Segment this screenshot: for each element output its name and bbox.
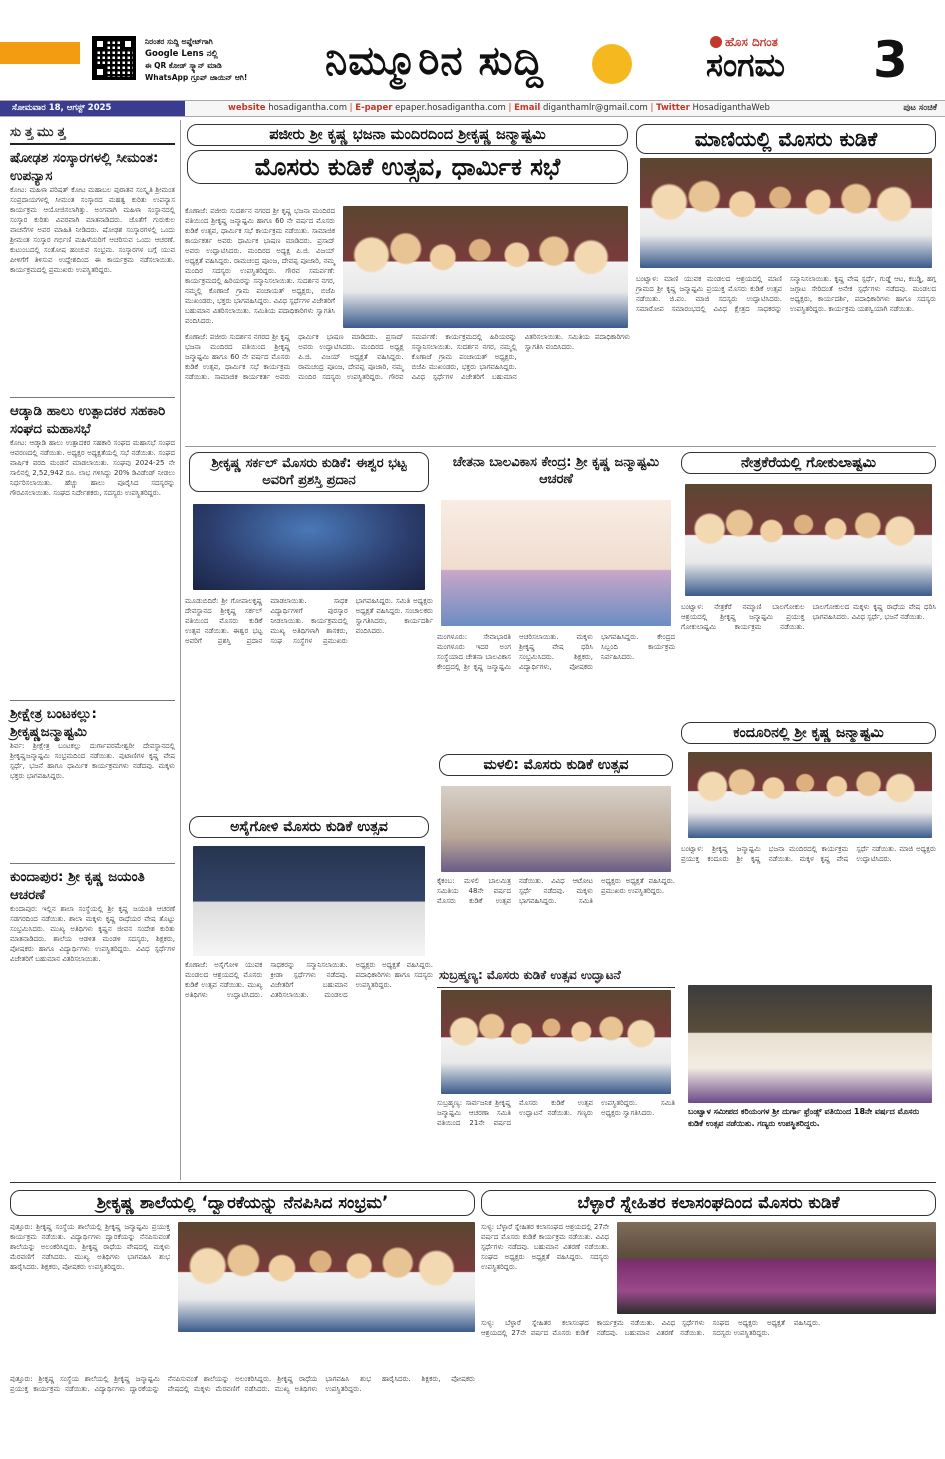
twitter-link[interactable]: HosadiganthaWeb bbox=[692, 103, 770, 113]
article-headline: ಶ್ರೀಕೃಷ್ಣ ಸರ್ಕಲ್ ಮೊಸರು ಕುಡಿಕೆ: ಈಶ್ವರ ಭಟ್ಟ ಅವರಿಗೆ ಪ್ರಶಸ್ತಿ ಪ್ರದಾನ bbox=[189, 452, 429, 492]
article-headline: ನೇತ್ರಕೆರೆಯಲ್ಲಿ ಗೋಕುಲಾಷ್ಟಮಿ bbox=[681, 452, 936, 474]
masthead bbox=[0, 0, 945, 100]
mani-article bbox=[636, 120, 936, 442]
lead-body-intro: ಕೊಣಾಜೆ: ಪಜೀರು ಸುದರ್ಶನ ನಗರದ ಶ್ರೀ ಕೃಷ್ಣ ಭಜನಾ ಮಂದಿರದ ವತಿಯಿಂದ ಶ್ರೀಕೃಷ್ಣ ಜನ್ಮಾಷ್ಟಮಿ ಹಾಗೂ 60 ನೇ ವರ್ಷದ ಮೊಸರು ಕುಡಿಕೆ ಉತ್ಸವ, ಧಾರ್ಮಿಕ ಸಭೆ ಕಾರ್ಯಕ್ರಮ ನಡೆಯಿತು. ಸಾಮಾಜಿಕ ಕಾರ್ಯಕರ್ತ ಅವರು ಧಾರ್ಮಿಕ ಭಾಷಣ ಮಾಡಿದರು. ಪ್ರಸಾದ್ ಅವರು ಉದ್ಘಾಟಿಸಿದರು. ಮಂದಿರದ ಅಧ್ಯಕ್ಷ ಪಿ.ಜಿ. ವಿಜಯ್ ಅಧ್ಯಕ್ಷತೆ ವಹಿಸಿದ್ದರು. ರಾಮಚಂದ್ರ ಪೂಂಜ, ದೇವಪ್ಪ ಪೂಜಾರಿ, ನಮ್ಮ ಮಂದಿರ ಸದಸ್ಯರು ಉಪಸ್ಥಿತರಿದ್ದರು. ಗೌರವ ಸಮರ್ಪಣೆ: ಕಾರ್ಯಕ್ರಮದಲ್ಲಿ ಹಿರಿಯರನ್ನು ಸನ್ಮಾನಿಸಲಾಯಿತು. ಸುದರ್ಶನ ನಗರ, ನಮ್ಮಲ್ಲಿ ಕೊಣಾಜೆ ಗ್ರಾಮ ಪಂಚಾಯತ್ ಅಧ್ಯಕ್ಷರು, ಬಿಜೆಪಿ ಮುಖಂಡರು, ಭಕ್ತರು ಭಾಗವಹಿಸಿದ್ದರು. ವಿವಿಧ ಸ್ಪರ್ಧೆಗಳ ವಿಜೇತರಿಗೆ ಬಹುಮಾನ ವಿತರಿಸಲಾಯಿತು. ಸಮಿತಿಯ ಪದಾಧಿಕಾರಿಗಳು ಸ್ವಾಗತಿಸಿ ವಂದಿಸಿದರು. bbox=[185, 207, 335, 325]
issue-date: ಸೋಮವಾರ 18, ಆಗಸ್ಟ್ 2025 bbox=[0, 101, 185, 116]
article-body: ಕುಂದಾಪುರ: ಇಲ್ಲಿನ ಶಾಲಾ ಸಂಸ್ಥೆಯಲ್ಲಿ ಶ್ರೀ ಕೃಷ್ಣ ಜಯಂತಿ ಆಚರಣೆ ಸಡಗರದಿಂದ ನಡೆಯಿತು. ಶಾಲಾ ಮಕ್ಕಳು ಕೃಷ್ಣ ರಾಧೆಯರ ವೇಷ ತೊಟ್ಟು ಸಂಭ್ರಮಿಸಿದರು. ಮುಖ್ಯ ಅತಿಥಿಗಳು ಕೃಷ್ಣನ ಜೀವನ ಸಂದೇಶ ಕುರಿತು ಮಾತನಾಡಿದರು. ಶಾಲೆಯ ಆಡಳಿತ ಮಂಡಳಿ ಸದಸ್ಯರು, ಶಿಕ್ಷಕರು, ಪೋಷಕರು ಹಾಗೂ ವಿದ್ಯಾರ್ಥಿಗಳು ಉಪಸ್ಥಿತರಿದ್ದರು. ವಿವಿಧ ಸ್ಪರ್ಧೆಗಳ ವಿಜೇತರಿಗೆ ಬಹುಮಾನ ವಿತರಿಸಲಾಯಿತು. bbox=[10, 905, 175, 963]
qr-promo-text bbox=[145, 36, 305, 84]
article-body: ಮೂಡುಬಿದಿರೆ: ಶ್ರೀ ಗೋಪಾಲಕೃಷ್ಣ ದೇವಸ್ಥಾನದ ಶ್ರೀಕೃಷ್ಣ ಸರ್ಕಲ್ ವತಿಯಿಂದ ಮೊಸರು ಕುಡಿಕೆ ಉತ್ಸವ ನಡೆಯಿತು. ಈಶ್ವರ ಭಟ್ಟ ಅವರಿಗೆ ಪ್ರಶಸ್ತಿ ಪ್ರದಾನ ಮಾಡಲಾಯಿತು. ಸಾಧಕ ವಿದ್ಯಾರ್ಥಿಗಳಿಗೆ ಪುರಸ್ಕಾರ ನೀಡಲಾಯಿತು. ಕಾರ್ಯಕ್ರಮದಲ್ಲಿ ಮುಖ್ಯ ಅತಿಥಿಗಳಾಗಿ ಶಾಸಕರು, ಸಂಘ ಸಂಸ್ಥೆಗಳ ಪ್ರಮುಖರು ಭಾಗವಹಿಸಿದ್ದರು. ಸಮಿತಿ ಅಧ್ಯಕ್ಷರು ಅಧ್ಯಕ್ಷತೆ ವಹಿಸಿದ್ದರು. ಸಂಚಾಲಕರು ಸ್ವಾಗತಿಸಿದರು, ಕಾರ್ಯದರ್ಶಿ ವಂದಿಸಿದರು. bbox=[185, 597, 433, 645]
article-headline: ಸುಬ್ರಹ್ಮಣ್ಯ: ಮೊಸರು ಕುಡಿಕೆ ಉತ್ಸವ ಉದ್ಘಾಟನೆ bbox=[437, 966, 675, 988]
article-headline: ಬೆಳ್ಳಾರೆ ಸ್ನೇಹಿತರ ಕಲಾಸಂಘದಿಂದ ಮೊಸರು ಕುಡಿಕೆ bbox=[481, 1190, 936, 1216]
article-headline: ಕುಂದಾಪುರ: ಶ್ರೀ ಕೃಷ್ಣ ಜಯಂತಿ ಆಚರಣೆ bbox=[10, 869, 145, 903]
article-photo bbox=[193, 504, 425, 590]
info-bar bbox=[0, 100, 945, 117]
article-body: ಶಿರ್ವ: ಶ್ರೀಕ್ಷೇತ್ರ ಬಂಟಕಲ್ಲು ದುರ್ಗಾಪರಮೇಶ್ವರೀ ದೇವಸ್ಥಾನದಲ್ಲಿ ಶ್ರೀಕೃಷ್ಣಜನ್ಮಾಷ್ಟಮಿ ಸಂಭ್ರಮದಿಂದ ನಡೆಯಿತು. ಪುಟಾಣಿಗಳ ಕೃಷ್ಣ ವೇಷ ಸ್ಪರ್ಧೆ, ಭಜನೆ ಹಾಗೂ ಧಾರ್ಮಿಕ ಕಾರ್ಯಕ್ರಮಗಳು ನಡೆದವು. ಮಕ್ಕಳು ಭಕ್ತರು ಭಾಗವಹಿಸಿದ್ದರು. bbox=[10, 742, 175, 780]
article-headline: ಚೇತನಾ ಬಾಲವಿಕಾಸ ಕೇಂದ್ರ: ಶ್ರೀ ಕೃಷ್ಣ ಜನ್ಮಾಷ್ಟಮಿ ಆಚರಣೆ bbox=[452, 455, 660, 487]
page-number: 3 bbox=[873, 31, 908, 89]
orange-accent-bar bbox=[0, 42, 80, 64]
email-link[interactable]: diganthamlr@gmail.com bbox=[543, 103, 648, 113]
sun-logo-icon bbox=[592, 44, 632, 84]
article-photo bbox=[441, 786, 671, 872]
article-photo bbox=[178, 1222, 475, 1332]
lead-body: ಕೊಣಾಜೆ: ಪಜೀರು ಸುದರ್ಶನ ನಗರದ ಶ್ರೀ ಕೃಷ್ಣ ಭಜನಾ ಮಂದಿರದ ವತಿಯಿಂದ ಶ್ರೀಕೃಷ್ಣ ಜನ್ಮಾಷ್ಟಮಿ ಹಾಗೂ 60 ನೇ ವರ್ಷದ ಮೊಸರು ಕುಡಿಕೆ ಉತ್ಸವ, ಧಾರ್ಮಿಕ ಸಭೆ ಕಾರ್ಯಕ್ರಮ ನಡೆಯಿತು. ಸಾಮಾಜಿಕ ಕಾರ್ಯಕರ್ತ ಅವರು ಧಾರ್ಮಿಕ ಭಾಷಣ ಮಾಡಿದರು. ಪ್ರಸಾದ್ ಅವರು ಉದ್ಘಾಟಿಸಿದರು. ಮಂದಿರದ ಅಧ್ಯಕ್ಷ ಪಿ.ಜಿ. ವಿಜಯ್ ಅಧ್ಯಕ್ಷತೆ ವಹಿಸಿದ್ದರು. ರಾಮಚಂದ್ರ ಪೂಂಜ, ದೇವಪ್ಪ ಪೂಜಾರಿ, ನಮ್ಮ ಮಂದಿರ ಸದಸ್ಯರು ಉಪಸ್ಥಿತರಿದ್ದರು. ಗೌರವ ಸಮರ್ಪಣೆ: ಕಾರ್ಯಕ್ರಮದಲ್ಲಿ ಹಿರಿಯರನ್ನು ಸನ್ಮಾನಿಸಲಾಯಿತು. ಸುದರ್ಶನ ನಗರ, ನಮ್ಮಲ್ಲಿ ಕೊಣಾಜೆ ಗ್ರಾಮ ಪಂಚಾಯತ್ ಅಧ್ಯಕ್ಷರು, ಬಿಜೆಪಿ ಮುಖಂಡರು, ಭಕ್ತರು ಭಾಗವಹಿಸಿದ್ದರು. ವಿವಿಧ ಸ್ಪರ್ಧೆಗಳ ವಿಜೇತರಿಗೆ ಬಹುಮಾನ ವಿತರಿಸಲಾಯಿತು. ಸಮಿತಿಯ ಪದಾಧಿಕಾರಿಗಳು ಸ್ವಾಗತಿಸಿ ವಂದಿಸಿದರು. bbox=[185, 333, 630, 381]
website-link[interactable]: hosadigantha.com bbox=[268, 103, 347, 113]
section-name: ಸಂಗಮ bbox=[706, 46, 785, 84]
karimangala-photo bbox=[688, 985, 932, 1103]
article-photo bbox=[640, 158, 932, 268]
article-body-intro: ಪುತ್ತೂರು: ಶ್ರೀಕೃಷ್ಣ ಸಂಸ್ಥೆಯ ಶಾಲೆಯಲ್ಲಿ ಶ್ರೀಕೃಷ್ಣ ಜನ್ಮಾಷ್ಟಮಿ ಪ್ರಯುಕ್ತ ಕಾರ್ಯಕ್ರಮ ನಡೆಯಿತು. ವಿದ್ಯಾರ್ಥಿಗಳು ದ್ವಾರಕೆಯನ್ನು ನೆನಪಿಸುವಂತೆ ಶಾಲೆಯನ್ನು ಅಲಂಕರಿಸಿದ್ದರು. ಶ್ರೀಕೃಷ್ಣ ರಾಧೆಯ ವೇಷದಲ್ಲಿ ಮಕ್ಕಳು ಮೆರವಣಿಗೆ ನಡೆಸಿದರು. ಮುಖ್ಯ ಅತಿಥಿಗಳು ಭಾಗವಹಿಸಿ ಶುಭ ಹಾರೈಸಿದರು. ಶಿಕ್ಷಕರು, ಪೋಷಕರು ಉಪಸ್ಥಿತರಿದ್ದರು. bbox=[10, 1223, 170, 1271]
article-headline: ಶ್ರೀಕೃಷ್ಣ ಶಾಲೆಯಲ್ಲಿ ‘ದ್ವಾರಕೆಯನ್ನು ನೆನಪಿಸಿದ ಸಂಭ್ರಮ’ bbox=[10, 1190, 475, 1216]
subrahmanya-article bbox=[437, 966, 675, 1176]
article-body: ಸುಳ್ಯ: ಬೆಳ್ಳಾರೆ ಸ್ನೇಹಿತರ ಕಲಾಸಂಘದ ಆಶ್ರಯದಲ್ಲಿ 27ನೇ ವರ್ಷದ ಮೊಸರು ಕುಡಿಕೆ ಕಾರ್ಯಕ್ರಮ ನಡೆಯಿತು. ವಿವಿಧ ಸ್ಪರ್ಧೆಗಳು ನಡೆದವು. ಬಹುಮಾನ ವಿತರಣೆ ನಡೆಯಿತು. ಸಂಘದ ಅಧ್ಯಕ್ಷರು ಅಧ್ಯಕ್ಷತೆ ವಹಿಸಿದ್ದರು. ಸದಸ್ಯರು ಉಪಸ್ಥಿತರಿದ್ದರು. bbox=[481, 1319, 821, 1337]
website-label: website bbox=[228, 103, 266, 113]
article-headline: ಆಡ್ಕಾಡಿ ಹಾಲು ಉತ್ಪಾದಕರ ಸಹಕಾರಿ ಸಂಘದ ಮಹಾಸಭೆ bbox=[10, 403, 166, 437]
article-body: ಕೈಕಂಬ: ಮಳಲಿ ಬಾಲಮಿತ್ರ ಸಮಿತಿಯ 48ನೇ ವರ್ಷದ ಮೊಸರು ಕುಡಿಕೆ ಉತ್ಸವ ನಡೆಯಿತು. ವಿವಿಧ ಆಟೋಟ ಸ್ಪರ್ಧೆ ನಡೆದವು. ಮಕ್ಕಳು ಭಾಗವಹಿಸಿದ್ದರು. ಸಮಿತಿ ಅಧ್ಯಕ್ಷರು ಅಧ್ಯಕ್ಷತೆ ವಹಿಸಿದ್ದರು. ಪ್ರಮುಖರು ಉಪಸ್ಥಿತರಿದ್ದರು. bbox=[437, 877, 675, 905]
left-news-column bbox=[10, 125, 175, 1175]
page-title: ನಿಮ್ಮೂರಿನ ಸುದ್ದಿ bbox=[325, 37, 544, 84]
qr-corner bbox=[94, 38, 106, 50]
promo-line: Google Lens ನಲ್ಲಿ bbox=[145, 49, 218, 59]
article-headline: ಕಂದೂರಿನಲ್ಲಿ ಶ್ರೀ ಕೃಷ್ಣ ಜನ್ಮಾಷ್ಟಮಿ bbox=[681, 722, 936, 744]
article-photo bbox=[441, 500, 671, 626]
circle-article bbox=[185, 450, 433, 810]
photo-caption: ಬಂಟ್ವಾಳ ಸಮೀಪದ ಕರಿಯಂಗಳ ಶ್ರೀ ದುರ್ಗಾ ಫ್ರೆಂಡ್ಸ್ ವತಿಯಿಂದ 18ನೇ ವರ್ಷದ ಮೊಸರು ಕುಡಿಕೆ ಉತ್ಸವ ನಡೆಯಿತು. ಗಣ್ಯರು ಉಪಸ್ಥಿತರಿದ್ದರು. bbox=[688, 1107, 920, 1128]
article-headline: ಅಸೈಗೋಳಿ ಮೊಸರು ಕುಡಿಕೆ ಉತ್ಸವ bbox=[189, 816, 429, 838]
article-photo bbox=[617, 1222, 936, 1314]
qr-corner bbox=[94, 66, 106, 78]
article-body: ಕೋಟ: ಮಹಿಳಾ ಪರಿಷತ್ ಕೋಟ ಮಹಾಬಲ ಪುರಾತನ ಸಂಸ್ಕೃತಿ ಶ್ರೀಮಂತ ಸಂಪ್ರದಾಯಗಳಲ್ಲಿ ಸೀಮಂತ ಸಂಸ್ಕಾರದ ಮಹತ್ವ ಕುರಿತು ಉಪನ್ಯಾಸ ಕಾರ್ಯಕ್ರಮ ಆಯೋಜಿಸಲಾಗಿತ್ತು. ಅಂಗವಾಗಿ ಮಹಿಳಾ ಸಂಸ್ಥಾನದಲ್ಲಿ ಸಂಸ್ಕಾರ ಕುರಿತು ವಿವರವಾಗಿ ಮಾತನಾಡಿದರು. ಜೊತೆಗೆ ಗುರುಕುಲ ವಾಚನೆಗಳ ಅವರ ಮಾಹಿತಿ ನೀಡಿದರು. ಷೋಢಶ ಸಂಸ್ಕಾರಗಳಲ್ಲಿ ಒಂದು ಶ್ರೀಮಂತ ಸಂಸ್ಕಾರ ಗರ್ಭಿಣಿ ಮಹಿಳೆಯರಿಗೆ ಆಚರಿಸುವ ಒಂದು ಆಚರಣೆ. ಕುಟುಂಬದಲ್ಲಿ ಸಂತೋಷ ಹಂಚುವ ಸಂಭ್ರಮ. ಸಂಸ್ಕಾರಗಳ ಬಗ್ಗೆ ಯುವ ಪೀಳಿಗೆಗೆ ತಿಳಿಸುವ ಉದ್ದೇಶದಿಂದ ಈ ಕಾರ್ಯಕ್ರಮ ನಡೆಸಲಾಯಿತು. ಕಾರ್ಯಕ್ರಮದಲ್ಲಿ ಪ್ರಮುಖರು ಉಪಸ್ಥಿತರಿದ್ದರು. bbox=[10, 186, 175, 274]
shala-article bbox=[10, 1188, 475, 1459]
brand-name: ಹೊಸ ದಿಗಂತ bbox=[725, 35, 778, 49]
asaigoli-article bbox=[185, 814, 433, 1176]
article-body: ಸುಬ್ರಹ್ಮಣ್ಯ: ಸಾರ್ವಜನಿಕ ಶ್ರೀಕೃಷ್ಣ ಜನ್ಮಾಷ್ಟಮಿ ಆಚರಣಾ ಸಮಿತಿ ವತಿಯಿಂದ 21ನೇ ವರ್ಷದ ಮೊಸರು ಕುಡಿಕೆ ಉತ್ಸವ ಉದ್ಘಾಟನೆ ನಡೆಯಿತು. ಗಣ್ಯರು ಉಪಸ್ಥಿತರಿದ್ದರು. ಸಮಿತಿ ಅಧ್ಯಕ್ಷರು ಸ್ವಾಗತಿಸಿದರು. bbox=[437, 1099, 675, 1127]
article-body: ಕೋಟ: ಆಡ್ಕಾಡಿ ಹಾಲು ಉತ್ಪಾದಕರ ಸಹಕಾರಿ ಸಂಘದ ಮಹಾಸಭೆ ಸಂಘದ ಆವರಣದಲ್ಲಿ ನಡೆಯಿತು. ಅಧ್ಯಕ್ಷರ ಅಧ್ಯಕ್ಷತೆಯಲ್ಲಿ ಸಭೆ ನಡೆಯಿತು. ಸಂಘದ ವಾರ್ಷಿಕ ವರದಿ ಮಂಡನೆ ಮಾಡಲಾಯಿತು. ಸಂಘವು 2024-25 ನೇ ಸಾಲಿನಲ್ಲಿ 2,52,942 ರೂ. ಲಾಭ ಗಳಿಸಿದ್ದು 20% ಡಿವಿಡೆಂಡ್ ನೀಡಲು ನಿರ್ಧರಿಸಲಾಯಿತು. ಹೆಚ್ಚು ಹಾಲು ಪೂರೈಸಿದ ಸದಸ್ಯರನ್ನು ಗೌರವಿಸಲಾಯಿತು. ಸಂಘದ ನಿರ್ದೇಶಕರು, ಸದಸ್ಯರು ಉಪಸ್ಥಿತರಿದ್ದರು. bbox=[10, 439, 175, 497]
epaper-label: E-paper bbox=[355, 103, 393, 113]
promo-line: WhatsApp ಗ್ರೂಪ್ ಜಾಯಿನ್ ಆಗಿ! bbox=[145, 73, 248, 82]
whatsapp-qr-code[interactable] bbox=[92, 36, 136, 80]
article-body: ಬಂಟ್ವಾಳ: ನೇತ್ರಕೆರೆ ನಮ್ಮಾಣಿ ಬಾಲಗೋಕುಲ ಆಶ್ರಯದಲ್ಲಿ ಶ್ರೀಕೃಷ್ಣ ಜನ್ಮಾಷ್ಟಮಿ ಪ್ರಯುಕ್ತ ಗೋಕುಲಾಷ್ಟಮಿ ಕಾರ್ಯಕ್ರಮ ನಡೆಯಿತು. ಬಾಲಗೋಕುಲದ ಮಕ್ಕಳು ಕೃಷ್ಣ ರಾಧೆಯ ವೇಷ ಧರಿಸಿ ಭಾಗವಹಿಸಿದರು. ವಿವಿಧ ಸ್ಪರ್ಧೆ, ಭಜನೆ ನಡೆಯಿತು. bbox=[681, 603, 936, 631]
promo-line: ಈ QR ಕೋಡ್ ಸ್ಕ್ಯಾನ್ ಮಾಡಿ bbox=[145, 61, 222, 70]
qr-corner bbox=[122, 38, 134, 50]
lead-photo bbox=[343, 206, 628, 328]
epaper-link[interactable]: epaper.hosadigantha.com bbox=[395, 103, 506, 113]
lead-headline: ಮೊಸರು ಕುಡಿಕೆ ಉತ್ಸವ, ಧಾರ್ಮಿಕ ಸಭೆ bbox=[187, 150, 628, 184]
lead-article bbox=[185, 120, 630, 442]
contact-links: website hosadigantha.com | E-paper epaper.hosadigantha.com | Email diganthamlr@gmail.com | Twitter HosadiganthaWeb bbox=[228, 103, 770, 113]
column-rule bbox=[180, 120, 181, 1180]
article-body: ಪುತ್ತೂರು: ಶ್ರೀಕೃಷ್ಣ ಸಂಸ್ಥೆಯ ಶಾಲೆಯಲ್ಲಿ ಶ್ರೀಕೃಷ್ಣ ಜನ್ಮಾಷ್ಟಮಿ ಪ್ರಯುಕ್ತ ಕಾರ್ಯಕ್ರಮ ನಡೆಯಿತು. ವಿದ್ಯಾರ್ಥಿಗಳು ದ್ವಾರಕೆಯನ್ನು ನೆನಪಿಸುವಂತೆ ಶಾಲೆಯನ್ನು ಅಲಂಕರಿಸಿದ್ದರು. ಶ್ರೀಕೃಷ್ಣ ರಾಧೆಯ ವೇಷದಲ್ಲಿ ಮಕ್ಕಳು ಮೆರವಣಿಗೆ ನಡೆಸಿದರು. ಮುಖ್ಯ ಅತಿಥಿಗಳು ಭಾಗವಹಿಸಿ ಶುಭ ಹಾರೈಸಿದರು. ಶಿಕ್ಷಕರು, ಪೋಷಕರು ಉಪಸ್ಥಿತರಿದ್ದರು. bbox=[10, 1375, 475, 1393]
section-header: ಸುತ್ತಮುತ್ತ bbox=[10, 125, 175, 145]
row-rule bbox=[10, 1182, 936, 1183]
divider bbox=[10, 700, 175, 701]
article-body-intro: ಸುಳ್ಯ: ಬೆಳ್ಳಾರೆ ಸ್ನೇಹಿತರ ಕಲಾಸಂಘದ ಆಶ್ರಯದಲ್ಲಿ 27ನೇ ವರ್ಷದ ಮೊಸರು ಕುಡಿಕೆ ಕಾರ್ಯಕ್ರಮ ನಡೆಯಿತು. ವಿವಿಧ ಸ್ಪರ್ಧೆಗಳು ನಡೆದವು. ಬಹುಮಾನ ವಿತರಣೆ ನಡೆಯಿತು. ಸಂಘದ ಅಧ್ಯಕ್ಷರು ಅಧ್ಯಕ್ಷತೆ ವಹಿಸಿದ್ದರು. ಸದಸ್ಯರು ಉಪಸ್ಥಿತರಿದ್ದರು. bbox=[481, 1223, 609, 1271]
kanduru-photo bbox=[688, 752, 932, 838]
page-count-label: ಪುಟ ಸಂಚಿಕೆ bbox=[903, 103, 937, 113]
article-headline: ಷೋಢಶ ಸಂಸ್ಕಾರಗಳಲ್ಲಿ ಸೀಮಂತ: ಉಪನ್ಯಾಸ bbox=[10, 150, 159, 184]
article-photo bbox=[685, 484, 932, 596]
article-photo bbox=[441, 990, 671, 1094]
bellare-article bbox=[481, 1188, 936, 1459]
netrakere-article bbox=[681, 450, 936, 715]
article-body: ಕೊಣಾಜೆ: ಅಸೈಗೋಳಿ ಯುವಕ ಮಂಡಲದ ಆಶ್ರಯದಲ್ಲಿ ಮೊಸರು ಕುಡಿಕೆ ಉತ್ಸವ ನಡೆಯಿತು. ಮುಖ್ಯ ಅತಿಥಿಗಳು ಉದ್ಘಾಟಿಸಿದರು. ಸಾಧಕರನ್ನು ಸನ್ಮಾನಿಸಲಾಯಿತು. ಕ್ರೀಡಾ ಸ್ಪರ್ಧೆಗಳು ನಡೆದವು. ವಿಜೇತರಿಗೆ ಬಹುಮಾನ ವಿತರಿಸಲಾಯಿತು. ಮಂಡಲದ ಅಧ್ಯಕ್ಷರು ಅಧ್ಯಕ್ಷತೆ ವಹಿಸಿದ್ದರು. ಪದಾಧಿಕಾರಿಗಳು ಹಾಗೂ ಸದಸ್ಯರು ಉಪಸ್ಥಿತರಿದ್ದರು. bbox=[185, 961, 433, 999]
promo-line: ನಿರಂತರ ಸುದ್ದಿ ಅಪ್ಡೇಟ್‌ಗಾಗಿ bbox=[145, 37, 213, 46]
article-headline: ಮಾಣಿಯಲ್ಲಿ ಮೊಸರು ಕುಡಿಕೆ bbox=[636, 124, 936, 154]
kanduru-body: ಬಂಟ್ವಾಳ: ಶ್ರೀಕೃಷ್ಣ ಜನ್ಮಾಷ್ಟಮಿ ಪ್ರಯುಕ್ತ ಕಂದೂರು ಶ್ರೀ ಕೃಷ್ಣ ಭಜನಾ ಮಂದಿರದಲ್ಲಿ ಕಾರ್ಯಕ್ರಮ ನಡೆಯಿತು. ಮಕ್ಕಳ ಕೃಷ್ಣ ವೇಷ ಸ್ಪರ್ಧೆ ನಡೆಯಿತು. ಮಾಜಿ ಅಧ್ಯಕ್ಷರು ಉದ್ಘಾಟಿಸಿದರು. bbox=[681, 845, 936, 863]
article-body: ಬಂಟ್ವಾಳ: ಮಾಣಿ ಯುವಕ ಮಂಡಲದ ಆಶ್ರಯದಲ್ಲಿ ಮಾಣಿ ಗ್ರಾಮದ ಶ್ರೀ ಕೃಷ್ಣ ಜನ್ಮಾಷ್ಟಮಿ ಪ್ರಯುಕ್ತ ಮೊಸರು ಕುಡಿಕೆ ಉತ್ಸವ ನಡೆಯಿತು. ಜಿ.ಪಂ. ಮಾಜಿ ಸದಸ್ಯರು ಉದ್ಘಾಟಿಸಿದರು. ಸಮಾರೋಪ ಸಮಾರಂಭದಲ್ಲಿ ವಿವಿಧ ಕ್ಷೇತ್ರದ ಸಾಧಕರನ್ನು ಸನ್ಮಾನಿಸಲಾಯಿತು. ಕೃಷ್ಣ ವೇಷ ಸ್ಪರ್ಧೆ, ಗುಡ್ಡೆ ಆಟ, ಕಬಡ್ಡಿ, ಹಗ್ಗ ಜಗ್ಗಾಟ ಸೇರಿದಂತೆ ಅನೇಕ ಸ್ಪರ್ಧೆಗಳು ನಡೆದವು. ಮಂಡಲದ ಅಧ್ಯಕ್ಷರು, ಕಾರ್ಯದರ್ಶಿ, ಪದಾಧಿಕಾರಿಗಳು ಹಾಗೂ ಸದಸ್ಯರು ಉಪಸ್ಥಿತರಿದ್ದರು. ಕಾರ್ಯಕ್ರಮ ಯಶಸ್ವಿಯಾಗಿ ನಡೆಯಿತು. bbox=[636, 275, 936, 313]
malali-article bbox=[437, 752, 675, 962]
article-headline: ಶ್ರೀಕ್ಷೇತ್ರ ಬಂಟಕಲ್ಲು: ಶ್ರೀಕೃಷ್ಣಜನ್ಮಾಷ್ಟಮಿ bbox=[10, 706, 97, 740]
chetana-article bbox=[437, 450, 675, 750]
article-body: ಮಂಗಳೂರು: ಸೇವಾಭಾರತಿ ಮಂಗಳೂರು ಇದರ ಅಂಗ ಸಂಸ್ಥೆಯಾದ ಚೇತನಾ ಬಾಲವಿಕಾಸ ಕೇಂದ್ರದಲ್ಲಿ ಶ್ರೀ ಕೃಷ್ಣ ಜನ್ಮಾಷ್ಟಮಿ ಆಚರಿಸಲಾಯಿತು. ಮಕ್ಕಳು ಶ್ರೀಕೃಷ್ಣ ವೇಷ ಧರಿಸಿ ಸಂಭ್ರಮಿಸಿದರು. ಶಿಕ್ಷಕರು, ವಿದ್ಯಾರ್ಥಿಗಳು, ಪೋಷಕರು ಭಾಗವಹಿಸಿದ್ದರು. ಕೇಂದ್ರದ ಸಿಬ್ಬಂದಿ ಕಾರ್ಯಕ್ರಮ ನಿರ್ವಹಿಸಿದರು. bbox=[437, 633, 675, 671]
email-label: Email bbox=[514, 103, 541, 113]
row-rule bbox=[185, 446, 936, 447]
divider bbox=[10, 863, 175, 864]
article-photo bbox=[193, 846, 425, 956]
article-headline: ಮಳಲಿ: ಮೊಸರು ಕುಡಿಕೆ ಉತ್ಸವ bbox=[439, 754, 673, 776]
lead-kicker: ಪಜೀರು ಶ್ರೀ ಕೃಷ್ಣ ಭಜನಾ ಮಂದಿರದಿಂದ ಶ್ರೀಕೃಷ್ಣ ಜನ್ಮಾಷ್ಟಮಿ bbox=[187, 124, 628, 146]
twitter-label: Twitter bbox=[656, 103, 690, 113]
divider bbox=[10, 397, 175, 398]
